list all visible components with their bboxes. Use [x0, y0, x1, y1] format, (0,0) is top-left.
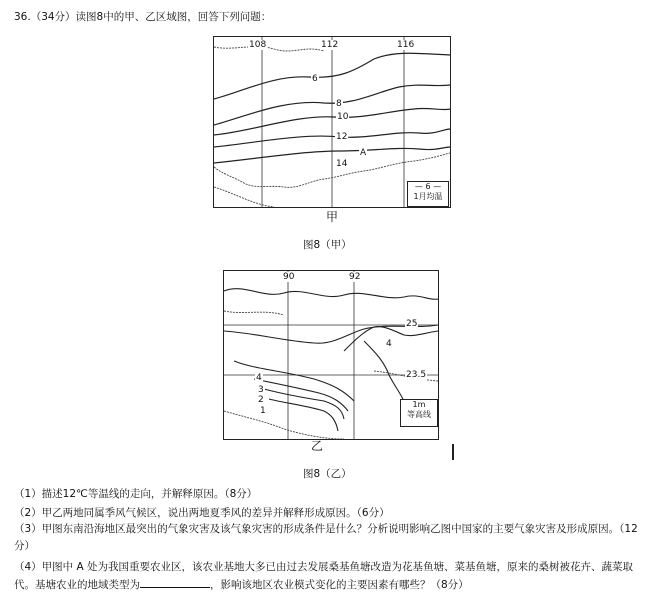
question-4: [14, 559, 640, 594]
map-jia-region-label: 甲: [326, 210, 339, 224]
longitude-label: 116: [397, 40, 415, 50]
legend-value: 1m: [412, 400, 426, 409]
map-yi-region-label: 乙: [311, 439, 324, 453]
latitude-label: 25: [406, 319, 418, 329]
longitude-label: 108: [249, 40, 267, 50]
isotherm-label: 8: [336, 99, 342, 109]
contour-label: 4: [256, 373, 262, 383]
isotherm-label: 6: [312, 74, 318, 84]
contour-label: 1: [260, 406, 266, 416]
longitude-label: 92: [349, 272, 361, 282]
latitude-label: 23.5: [406, 370, 427, 380]
question-4-part2: ，影响该地区农业模式变化的主要因素有哪些？（8分）: [210, 579, 469, 591]
question-header: 36.（34分）读图8中的甲、乙区域图，回答下列问题：: [14, 11, 272, 23]
question-2: （2）甲乙两地同属季风气候区，说出两地夏季风的差异并解释形成原因。（6分）: [14, 507, 390, 519]
map-jia-caption: 图8（甲）: [303, 239, 352, 251]
contour-label: 3: [258, 385, 264, 395]
legend-box: [407, 181, 449, 207]
isotherm-label: 14: [336, 159, 348, 169]
longitude-label: 90: [283, 272, 295, 282]
answer-blank[interactable]: [140, 576, 210, 588]
contour-label: 2: [258, 395, 264, 405]
map-jia: [213, 36, 451, 208]
question-3: （3）甲图东南沿海地区最突出的气象灾害及该气象灾害的形成条件是什么？分析说明影响乙图中国家的主要气象灾害及形成原因。（12分）: [14, 523, 638, 552]
legend-value: — 6 —: [414, 182, 442, 191]
longitude-label: 112: [321, 40, 339, 50]
isotherm-label: 10: [337, 112, 349, 122]
map-yi: [223, 270, 439, 440]
legend-label: 等高线: [407, 410, 431, 419]
isotherm-label: 12: [336, 132, 348, 142]
text-cursor: [452, 444, 454, 460]
legend-label: 1月均温: [413, 192, 443, 201]
question-1: （1）描述12℃等温线的走向，并解释原因。（8分）: [14, 488, 258, 500]
point-a-label: A: [360, 148, 367, 158]
question-4-part1: （4）甲图中 A 处为我国重要农业区，该农业基地大多已由过去发展桑基鱼塘改造为花基鱼塘、菜基鱼塘，原来的桑树被花卉、蔬菜取代。基塘农业的地域类型为: [14, 561, 634, 591]
contour-label: 4: [386, 339, 392, 349]
legend-box: [400, 399, 438, 427]
map-yi-caption: 图8（乙）: [303, 468, 352, 480]
